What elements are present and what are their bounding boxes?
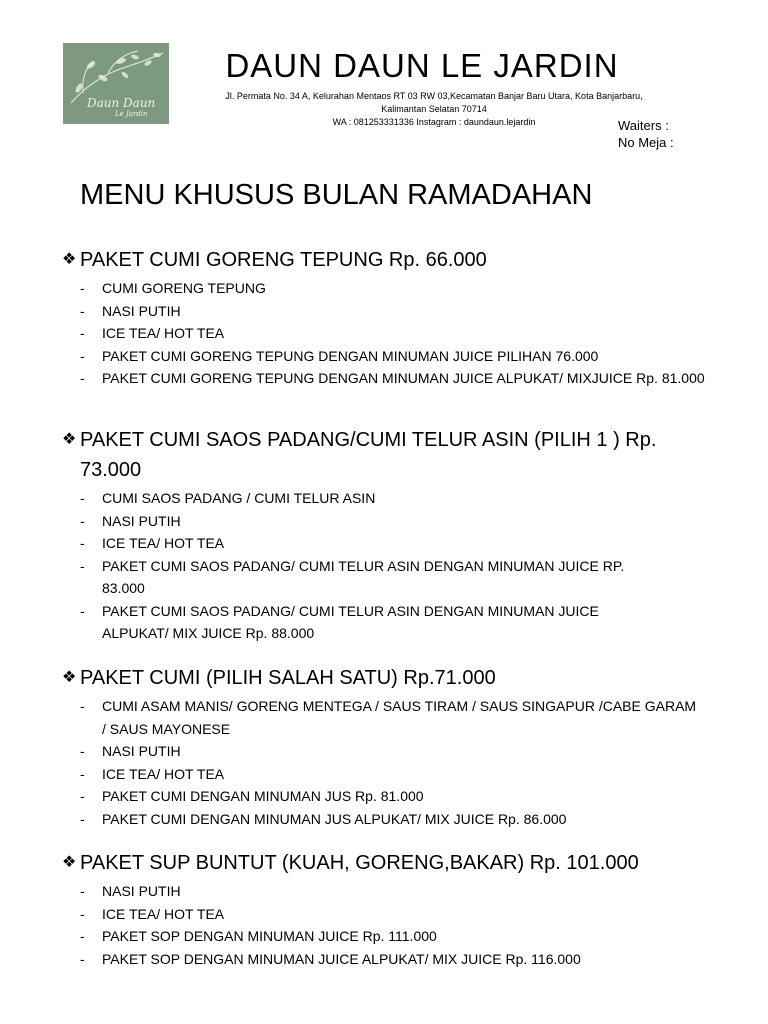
diamond-bullet-icon: ❖	[62, 669, 77, 686]
item-list	[62, 880, 722, 970]
table-number-label: No Meja :	[618, 135, 674, 150]
item-list	[62, 487, 722, 645]
page-title: MENU KHUSUS BULAN RAMADAHAN	[80, 179, 593, 211]
address-line: Jl. Permata No. 34 A, Kelurahan Mentaos RT 03 RW 03,Kecamatan Banjar Baru Utara, Kota Banjarbaru,	[225, 91, 643, 101]
section-heading: ❖ PAKET SUP BUNTUT (KUAH, GORENG,BAKAR) Rp. 101.000	[62, 848, 722, 878]
item-list	[62, 277, 722, 390]
list-item: - ICE TEA/ HOT TEA	[62, 532, 722, 555]
list-item: - ICE TEA/ HOT TEA	[62, 763, 722, 786]
menu-section	[62, 425, 722, 645]
list-item: - ICE TEA/ HOT TEA	[62, 322, 722, 345]
list-item: - CUMI ASAM MANIS/ GORENG MENTEGA / SAUS TIRAM / SAUS SINGAPUR /CABE GARAM / SAUS MAYONESE	[62, 695, 702, 740]
list-item: - PAKET SOP DENGAN MINUMAN JUICE ALPUKAT/ MIX JUICE Rp. 116.000	[62, 948, 722, 971]
list-item: - NASI PUTIH	[62, 510, 722, 533]
menu-section	[62, 663, 722, 830]
list-item: - NASI PUTIH	[62, 740, 722, 763]
logo	[63, 43, 169, 124]
list-item: - NASI PUTIH	[62, 880, 722, 903]
list-item: - PAKET CUMI GORENG TEPUNG DENGAN MINUMAN JUICE ALPUKAT/ MIXJUICE Rp. 81.000	[62, 367, 722, 390]
list-item: - CUMI SAOS PADANG / CUMI TELUR ASIN	[62, 487, 722, 510]
item-list	[62, 695, 722, 830]
contact-line: WA : 081253331336 Instagram : daundaun.lejardin	[332, 117, 536, 127]
address-line: Kalimantan Selatan 70714	[381, 104, 487, 114]
list-item: - PAKET SOP DENGAN MINUMAN JUICE Rp. 111.000	[62, 925, 722, 948]
list-item: - PAKET CUMI SAOS PADANG/ CUMI TELUR ASIN DENGAN MINUMAN JUICE RP. 83.000	[62, 555, 647, 600]
section-heading: ❖ PAKET CUMI GORENG TEPUNG Rp. 66.000	[62, 245, 722, 275]
menu-section	[62, 245, 722, 390]
list-item: - PAKET CUMI DENGAN MINUMAN JUS ALPUKAT/ MIX JUICE Rp. 86.000	[62, 808, 722, 831]
diamond-bullet-icon: ❖	[62, 431, 77, 448]
order-meta	[618, 117, 674, 151]
list-item: - ICE TEA/ HOT TEA	[62, 903, 722, 926]
brand-name: DAUN DAUN LE JARDIN	[225, 47, 619, 84]
diamond-bullet-icon: ❖	[62, 251, 77, 268]
list-item: - PAKET CUMI DENGAN MINUMAN JUS Rp. 81.000	[62, 785, 722, 808]
address-block	[196, 90, 672, 129]
diamond-bullet-icon: ❖	[62, 854, 77, 871]
logo-text: Daun Daun	[87, 96, 156, 110]
list-item: - PAKET CUMI SAOS PADANG/ CUMI TELUR ASIN DENGAN MINUMAN JUICE ALPUKAT/ MIX JUICE Rp. 88.000	[62, 600, 647, 645]
list-item: - PAKET CUMI GORENG TEPUNG DENGAN MINUMAN JUICE PILIHAN 76.000	[62, 345, 722, 368]
list-item: - CUMI GORENG TEPUNG	[62, 277, 722, 300]
section-heading: ❖ PAKET CUMI (PILIH SALAH SATU) Rp.71.000	[62, 663, 722, 693]
waiters-label: Waiters :	[618, 118, 669, 133]
list-item: - NASI PUTIH	[62, 300, 722, 323]
section-heading: ❖ PAKET CUMI SAOS PADANG/CUMI TELUR ASIN (PILIH 1 ) Rp. 73.000	[62, 425, 722, 485]
logo-subtext: Le Jardin	[115, 110, 148, 118]
menu-section	[62, 848, 722, 970]
